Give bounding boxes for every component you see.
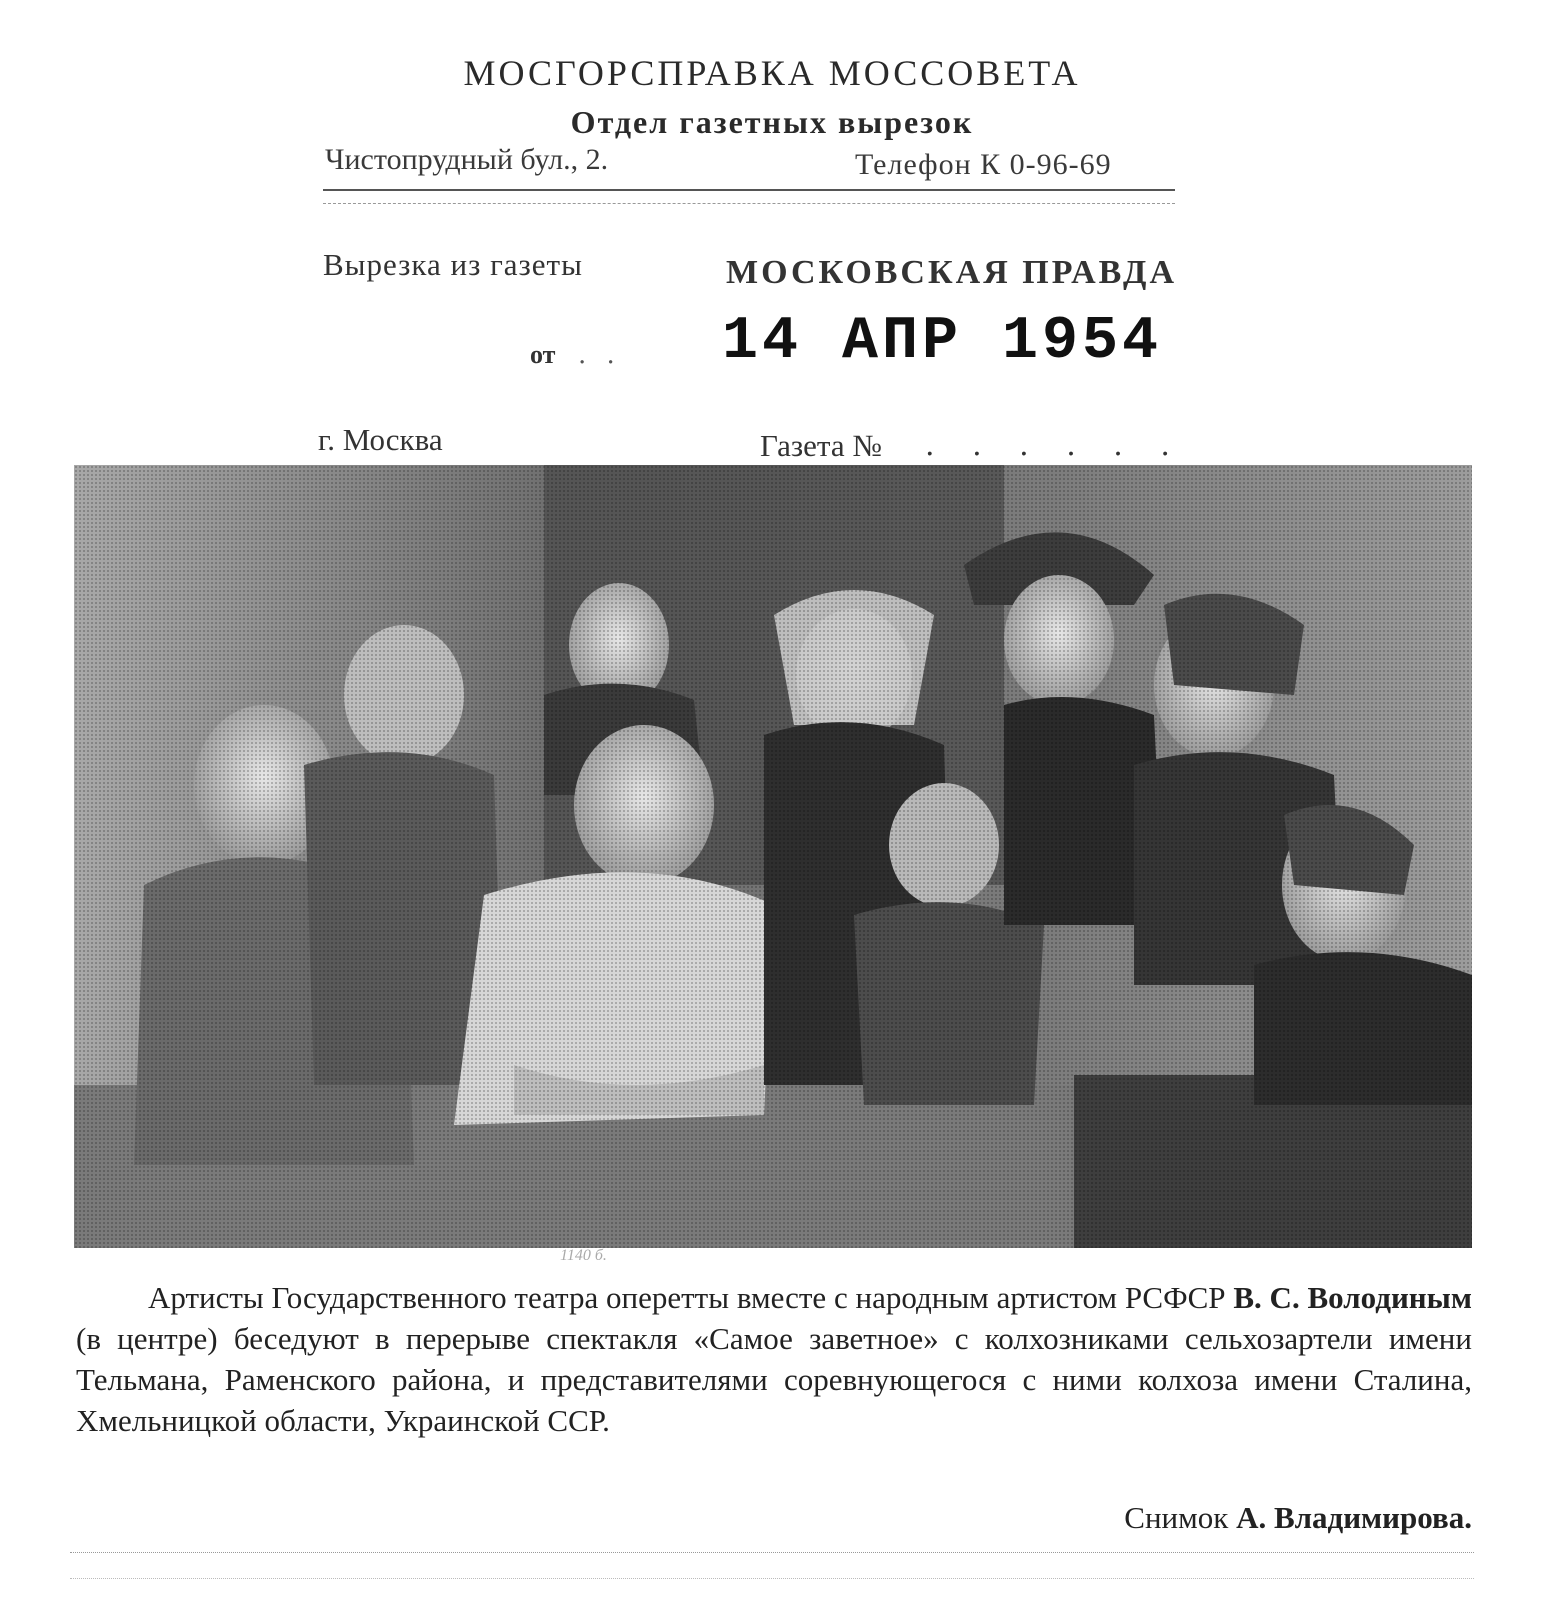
date-label: от	[530, 340, 556, 369]
caption-person-name: В. С. Володиным	[1233, 1280, 1472, 1315]
credit-photographer: А. Владимирова.	[1236, 1500, 1472, 1535]
phone: Телефон К 0-96-69	[855, 148, 1112, 181]
caption-text-part1: Артисты Государственного театра оперетты вместе с народным артистом РСФСР	[148, 1280, 1234, 1315]
newspaper-name: МОСКОВСКАЯ ПРАВДА	[726, 254, 1177, 291]
department-title: Отдел газетных вырезок	[570, 104, 974, 140]
photo-archive-mark: 1140 б.	[560, 1247, 607, 1264]
header-divider	[323, 189, 1175, 191]
caption-text-part2: (в центре) беседуют в перерыве спектакля «Самое заветное» с колхозниками сельхозартели имени Тельмана, Раменского района, и представителями соревнующегося с ними колхоза имени Сталина, Хмельницкой области, Украинской ССР.	[76, 1321, 1472, 1438]
address: Чистопрудный бул., 2.	[325, 143, 609, 176]
organization-title: МОСГОРСПРАВКА МОССОВЕТА	[463, 53, 1081, 93]
issue-number-dots: . . . . . .	[925, 428, 1184, 463]
clipping-label: Вырезка из газеты	[323, 247, 583, 282]
credit-prefix: Снимок	[1124, 1500, 1237, 1535]
photo-illustration	[74, 465, 1472, 1248]
photo-caption	[76, 1277, 1472, 1441]
photo-credit	[1124, 1500, 1472, 1536]
city: г. Москва	[318, 422, 443, 457]
bottom-dotted-rule	[70, 1552, 1474, 1553]
group-photograph	[74, 465, 1472, 1248]
issue-number-label: Газета №	[760, 428, 882, 463]
date-stamp: 14 АПР 1954	[722, 308, 1163, 376]
bottom-dotted-rule-2	[70, 1578, 1474, 1579]
date-leader-dots: . .	[578, 340, 621, 370]
header-divider-dashed	[323, 203, 1175, 204]
